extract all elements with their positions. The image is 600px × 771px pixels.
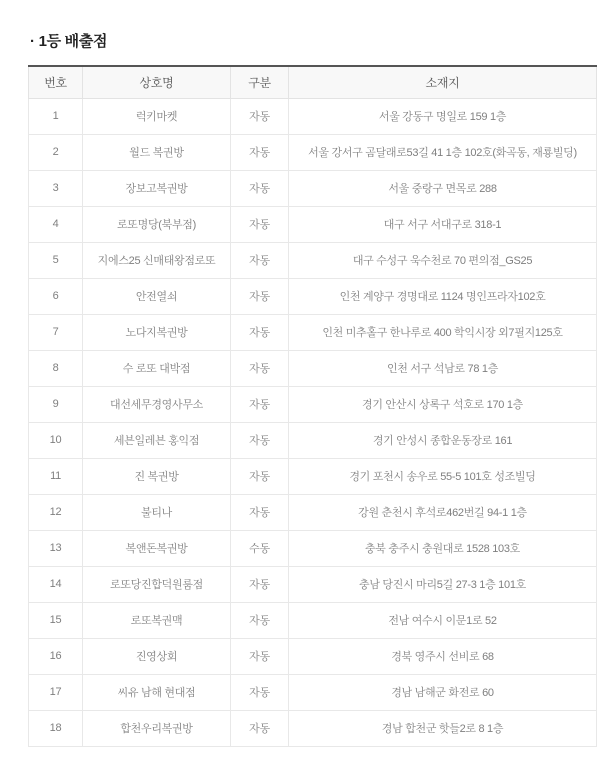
cell-type: 자동 — [231, 314, 289, 350]
cell-location: 전남 여수시 이문1로 52 — [289, 602, 597, 638]
cell-location: 대구 서구 서대구로 318-1 — [289, 206, 597, 242]
cell-store-name: 안전열쇠 — [83, 278, 231, 314]
cell-store-name: 노다지복권방 — [83, 314, 231, 350]
winning-stores-table — [28, 65, 597, 747]
section-title: · 1등 배출점 — [30, 33, 108, 50]
cell-type: 자동 — [231, 458, 289, 494]
column-header-location: 소재지 — [289, 66, 597, 98]
table-row — [29, 134, 597, 170]
cell-no: 15 — [29, 602, 83, 638]
cell-no: 7 — [29, 314, 83, 350]
table-row — [29, 422, 597, 458]
cell-no: 6 — [29, 278, 83, 314]
cell-location: 충북 충주시 충원대로 1528 103호 — [289, 530, 597, 566]
column-header-name: 상호명 — [83, 66, 231, 98]
cell-no: 9 — [29, 386, 83, 422]
cell-store-name: 진 복권방 — [83, 458, 231, 494]
cell-type: 자동 — [231, 602, 289, 638]
cell-type: 자동 — [231, 278, 289, 314]
cell-type: 자동 — [231, 638, 289, 674]
cell-store-name: 합천우리복권방 — [83, 710, 231, 746]
table-row — [29, 278, 597, 314]
cell-store-name: 불티나 — [83, 494, 231, 530]
cell-type: 자동 — [231, 566, 289, 602]
cell-type: 자동 — [231, 350, 289, 386]
cell-store-name: 대선세무경영사무소 — [83, 386, 231, 422]
table-row — [29, 98, 597, 134]
cell-store-name: 로또복권맥 — [83, 602, 231, 638]
cell-location: 충남 당진시 마리5길 27-3 1층 101호 — [289, 566, 597, 602]
cell-store-name: 세븐일레븐 홍익점 — [83, 422, 231, 458]
table-row — [29, 350, 597, 386]
cell-type: 자동 — [231, 710, 289, 746]
table-row — [29, 638, 597, 674]
column-header-type: 구분 — [231, 66, 289, 98]
cell-store-name: 로또당진합덕원룸점 — [83, 566, 231, 602]
table-row — [29, 458, 597, 494]
cell-no: 12 — [29, 494, 83, 530]
cell-no: 18 — [29, 710, 83, 746]
cell-type: 자동 — [231, 170, 289, 206]
cell-no: 17 — [29, 674, 83, 710]
cell-store-name: 수 로또 대박점 — [83, 350, 231, 386]
cell-location: 인천 계양구 경명대로 1124 명인프라자102호 — [289, 278, 597, 314]
cell-location: 경남 남해군 화전로 60 — [289, 674, 597, 710]
cell-no: 11 — [29, 458, 83, 494]
table-row — [29, 494, 597, 530]
cell-location: 강원 춘천시 후석로462번길 94-1 1층 — [289, 494, 597, 530]
cell-no: 1 — [29, 98, 83, 134]
cell-store-name: 지에스25 신매태왕점로또 — [83, 242, 231, 278]
table-header-row — [29, 66, 597, 98]
cell-no: 4 — [29, 206, 83, 242]
table-row — [29, 242, 597, 278]
cell-location: 인천 미추홀구 한나루로 400 학익시장 외7필지125호 — [289, 314, 597, 350]
cell-type: 자동 — [231, 386, 289, 422]
table-body — [29, 98, 597, 746]
cell-location: 서울 강동구 명일로 159 1층 — [289, 98, 597, 134]
cell-type: 자동 — [231, 494, 289, 530]
table-header — [29, 66, 597, 98]
cell-location: 서울 강서구 곰달래로53길 41 1층 102호(화곡동, 재룡빌딩) — [289, 134, 597, 170]
cell-type: 자동 — [231, 422, 289, 458]
cell-location: 경기 안성시 종합운동장로 161 — [289, 422, 597, 458]
cell-store-name: 장보고복권방 — [83, 170, 231, 206]
table-row — [29, 314, 597, 350]
cell-location: 서울 중랑구 면목로 288 — [289, 170, 597, 206]
table-row — [29, 206, 597, 242]
cell-type: 자동 — [231, 242, 289, 278]
cell-type: 자동 — [231, 674, 289, 710]
cell-no: 10 — [29, 422, 83, 458]
cell-no: 13 — [29, 530, 83, 566]
cell-store-name: 진영상회 — [83, 638, 231, 674]
cell-store-name: 로또명당(북부점) — [83, 206, 231, 242]
cell-no: 2 — [29, 134, 83, 170]
table-row — [29, 710, 597, 746]
cell-no: 8 — [29, 350, 83, 386]
table-row — [29, 566, 597, 602]
cell-store-name: 씨유 남해 현대점 — [83, 674, 231, 710]
cell-store-name: 월드 복권방 — [83, 134, 231, 170]
table-row — [29, 674, 597, 710]
cell-store-name: 럭키마켓 — [83, 98, 231, 134]
cell-location: 인천 서구 석남로 78 1층 — [289, 350, 597, 386]
table-row — [29, 602, 597, 638]
cell-location: 대구 수성구 욱수천로 70 편의점_GS25 — [289, 242, 597, 278]
cell-no: 14 — [29, 566, 83, 602]
table-row — [29, 530, 597, 566]
cell-location: 경기 안산시 상록구 석호로 170 1층 — [289, 386, 597, 422]
cell-no: 16 — [29, 638, 83, 674]
cell-type: 수동 — [231, 530, 289, 566]
table-row — [29, 386, 597, 422]
cell-location: 경기 포천시 송우로 55-5 101호 성조빌딩 — [289, 458, 597, 494]
cell-type: 자동 — [231, 98, 289, 134]
cell-no: 3 — [29, 170, 83, 206]
cell-store-name: 복앤돈복권방 — [83, 530, 231, 566]
column-header-no: 번호 — [29, 66, 83, 98]
cell-no: 5 — [29, 242, 83, 278]
cell-location: 경남 합천군 핫들2로 8 1층 — [289, 710, 597, 746]
cell-type: 자동 — [231, 206, 289, 242]
table-row — [29, 170, 597, 206]
cell-type: 자동 — [231, 134, 289, 170]
cell-location: 경북 영주시 선비로 68 — [289, 638, 597, 674]
